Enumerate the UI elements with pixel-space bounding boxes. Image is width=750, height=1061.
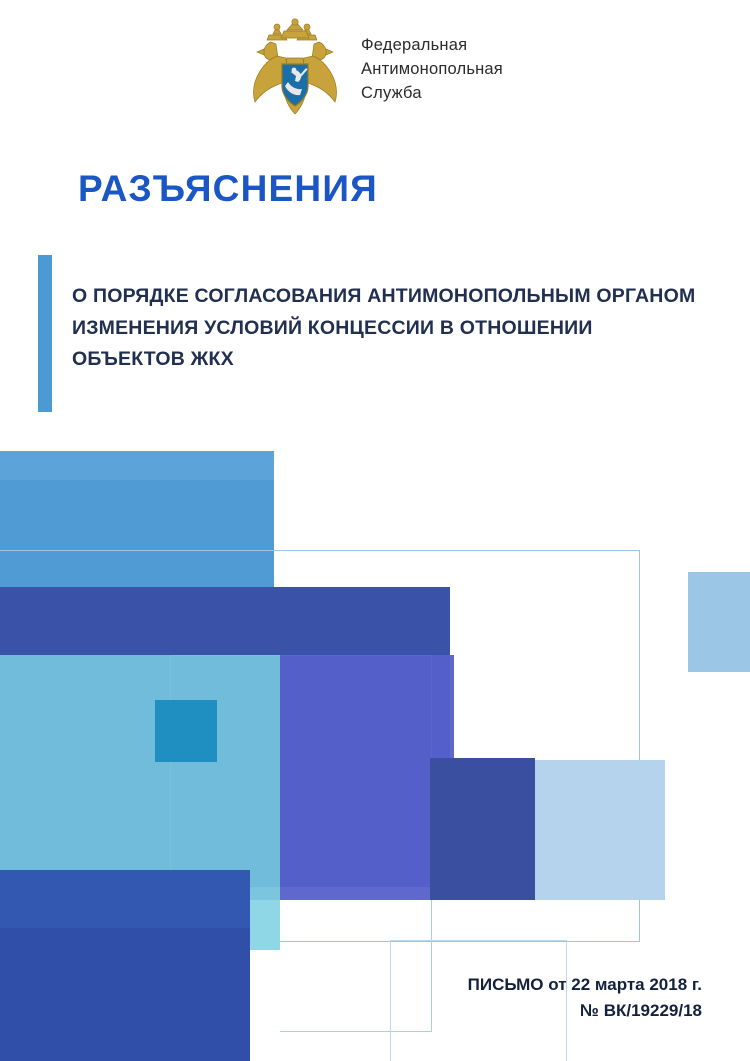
organization-name-line1: Федеральная: [361, 36, 468, 55]
graphic-shape-pale-right: [535, 760, 665, 900]
page-title: РАЗЪЯСНЕНИЯ: [78, 168, 378, 209]
graphic-shape-cyan-strip: [250, 900, 280, 950]
russian-double-headed-eagle-emblem-icon: [247, 18, 343, 122]
letter-date: ПИСЬМО от 22 марта 2018 г.: [467, 975, 702, 994]
decorative-graphic: [0, 440, 750, 1061]
graphic-shape-violet-tall: [280, 655, 454, 900]
organization-logo: [247, 18, 503, 122]
graphic-shape-deep-block-2: [0, 870, 250, 928]
letter-reference: [468, 972, 702, 1023]
letter-number: № ВК/19229/18: [580, 1000, 702, 1020]
organization-name-line2: Антимонопольная: [361, 60, 503, 79]
document-header: [0, 18, 750, 138]
graphic-shape-teal-square: [155, 700, 217, 762]
graphic-shape-cyan-block: [0, 655, 280, 900]
page-subtitle: О ПОРЯДКЕ СОГЛАСОВАНИЯ АНТИМОНОПОЛЬНЫМ ОРГАНОМ ИЗМЕНЕНИЯ УСЛОВИЙ КОНЦЕССИИ В ОТНОШЕНИИ ОБЪЕКТОВ ЖКХ: [72, 285, 696, 371]
graphic-shape-white-gap: [250, 950, 280, 1061]
accent-bar: [38, 255, 52, 412]
organization-name-line3: Служба: [361, 83, 422, 102]
graphic-shape-navy-square: [430, 758, 535, 900]
organization-name: [361, 34, 503, 106]
graphic-shape-pale-topright: [688, 572, 750, 672]
